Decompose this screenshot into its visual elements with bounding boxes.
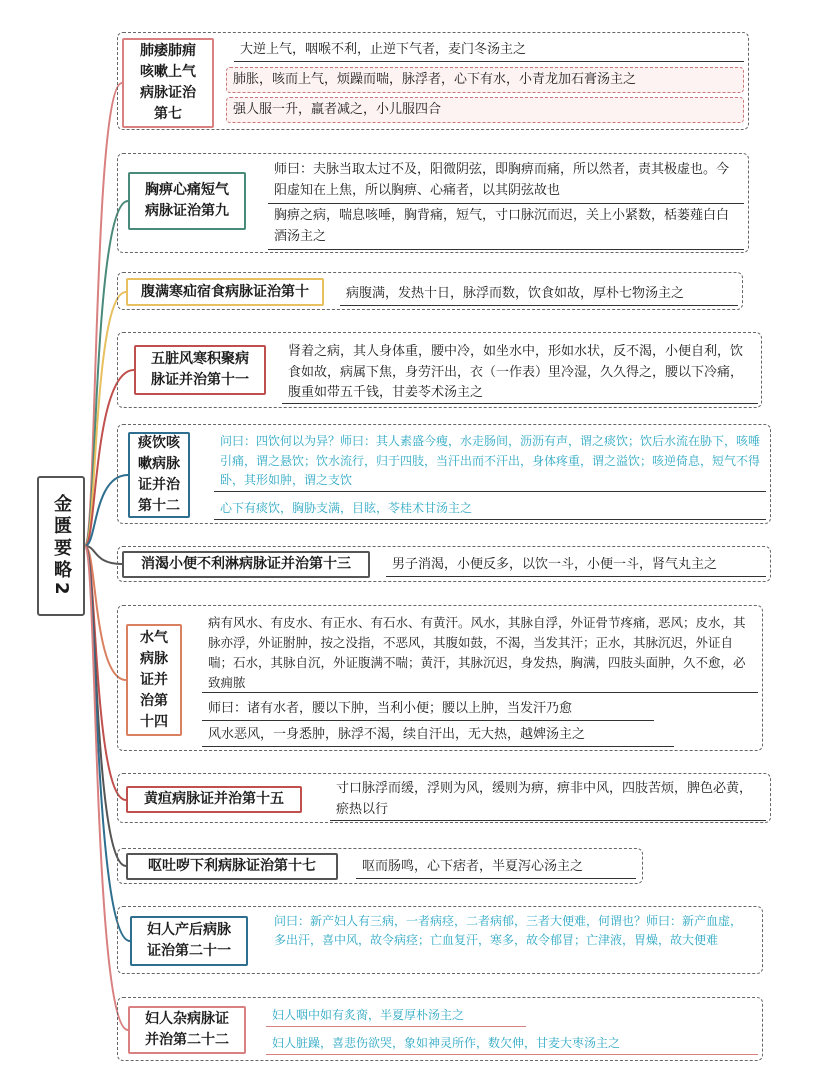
chapter-17-title: 呕吐哕下利病脉证治第十七 <box>148 858 316 874</box>
chapter-7-leaf-3: 强人服一升，羸者减之，小儿服四合 <box>226 97 744 123</box>
chapter-22-title: 妇人杂病脉证 并治第二十二 <box>145 1011 229 1048</box>
chapter-13-node <box>122 551 370 578</box>
chapter-7-leaf-2: 肺胀，咳而上气，烦躁而喘，脉浮者，心下有水，小青龙加石膏汤主之 <box>226 67 744 93</box>
chapter-7-title: 肺痿肺痈 咳嗽上气 病脉证治 第七 <box>140 43 196 122</box>
chapter-14-leaf-1: 病有风水、有皮水、有正水、有石水、有黄汗。风水，其脉自浮，外证骨节疼痛，恶风；皮水，其脉亦浮，外证胕肿，按之没指，不恶风，其腹如鼓，不渴，当发其汗；正水，其脉沉迟，外证自喘；石水，其脉自沉，外证腹满不喘；黄汗，其脉沉迟，身发热，胸满，四肢头面肿，久不愈，必致痈脓 <box>202 611 758 693</box>
chapter-21-title: 妇人产后病脉 证治第二十一 <box>147 922 231 959</box>
chapter-9-leaf-1: 师曰：夫脉当取太过不及，阳微阴弦，即胸痹而痛，所以然者，责其极虚也。今阳虚知在上焦，所以胸痹、心痛者，以其阴弦故也 <box>268 158 744 204</box>
chapter-17-node <box>126 853 338 880</box>
chapter-9-title: 胸痹心痛短气 病脉证治第九 <box>145 182 229 219</box>
chapter-12-node <box>128 432 190 518</box>
chapter-11-leaf-1: 肾着之病，其人身体重，腰中冷，如坐水中，形如水状，反不渴，小便自利，饮食如故，病属下焦，身劳汗出，衣（一作表）里冷湿，久久得之，腰以下冷痛，腹重如带五千钱，甘姜苓术汤主之 <box>282 340 758 404</box>
chapter-15-node <box>126 786 302 813</box>
chapter-14-leaf-3: 风水恶风，一身悉肿，脉浮不渴，续自汗出，无大热，越婢汤主之 <box>202 723 674 747</box>
chapter-9-node <box>128 172 246 230</box>
chapter-21-leaf-1: 问曰：新产妇人有三病，一者病痉，二者病郁，三者大便难，何谓也？师曰：新产血虚，多出汗，喜中风，故令病痉；亡血复汗，寒多，故令郁冒；亡津液，胃燥，故大便难 <box>274 914 743 947</box>
chapter-13-title: 消渴小便不利淋病脉证并治第十三 <box>141 556 351 572</box>
chapter-17-leaf-1: 呕而肠鸣，心下痞者，半夏泻心汤主之 <box>356 855 636 879</box>
chapter-10-title: 腹满寒疝宿食病脉证治第十 <box>141 283 309 300</box>
chapter-22-leaf-1: 妇人咽中如有炙脔，半夏厚朴汤主之 <box>266 1003 526 1027</box>
chapter-11-node <box>134 345 266 395</box>
chapter-13-leaf-1: 男子消渴，小便反多，以饮一斗，小便一斗，肾气丸主之 <box>386 553 766 577</box>
chapter-10-node <box>126 278 324 306</box>
chapter-15-title: 黄疸病脉证并治第十五 <box>144 791 284 807</box>
chapter-7-leaf-1: 大逆上气，咽喉不利，止逆下气者，麦门冬汤主之 <box>234 38 744 62</box>
chapter-22-leaf-2: 妇人脏躁，喜悲伤欲哭，象如神灵所作，数欠伸，甘麦大枣汤主之 <box>266 1031 758 1055</box>
chapter-10-leaf-1: 病腹满，发热十日，脉浮而数，饮食如故，厚朴七物汤主之 <box>340 282 738 306</box>
root-title: 金匮要略2 <box>51 493 72 599</box>
chapter-14-node <box>126 624 182 736</box>
root-node <box>37 476 85 616</box>
chapter-12-title: 痰饮咳 嗽病脉 证并治 第十二 <box>138 435 180 514</box>
chapter-12-leaf-1: 问曰：四饮何以为异？师曰：其人素盛今瘦，水走肠间，沥沥有声，谓之痰饮；饮后水流在胁下，咳唾引痛，谓之悬饮；饮水流行，归于四肢，当汗出而不汗出，身体疼重，谓之溢饮；咳逆倚息，短气不得卧，其形如肿，谓之支饮 <box>214 430 766 492</box>
chapter-7-node <box>122 38 214 128</box>
chapter-12-leaf-2: 心下有痰饮，胸胁支满，目眩，苓桂术甘汤主之 <box>214 496 766 520</box>
chapter-15-leaf-1: 寸口脉浮而缓，浮则为风，缓则为痹，痹非中风，四肢苦烦，脾色必黄，瘀热以行 <box>330 777 766 821</box>
chapter-14-leaf-2: 师曰：诸有水者，腰以下肿，当利小便；腰以上肿，当发汗乃愈 <box>202 697 654 721</box>
chapter-11-title: 五脏风寒积聚病 脉证并治第十一 <box>151 351 249 388</box>
chapter-9-leaf-2: 胸痹之病，喘息咳唾，胸背痛，短气，寸口脉沉而迟，关上小紧数，栝蒌薤白白酒汤主之 <box>268 204 744 250</box>
chapter-14-title: 水气 病脉 证并 治第 十四 <box>140 629 168 730</box>
chapter-22-node <box>128 1006 246 1054</box>
chapter-21-node <box>130 916 248 966</box>
